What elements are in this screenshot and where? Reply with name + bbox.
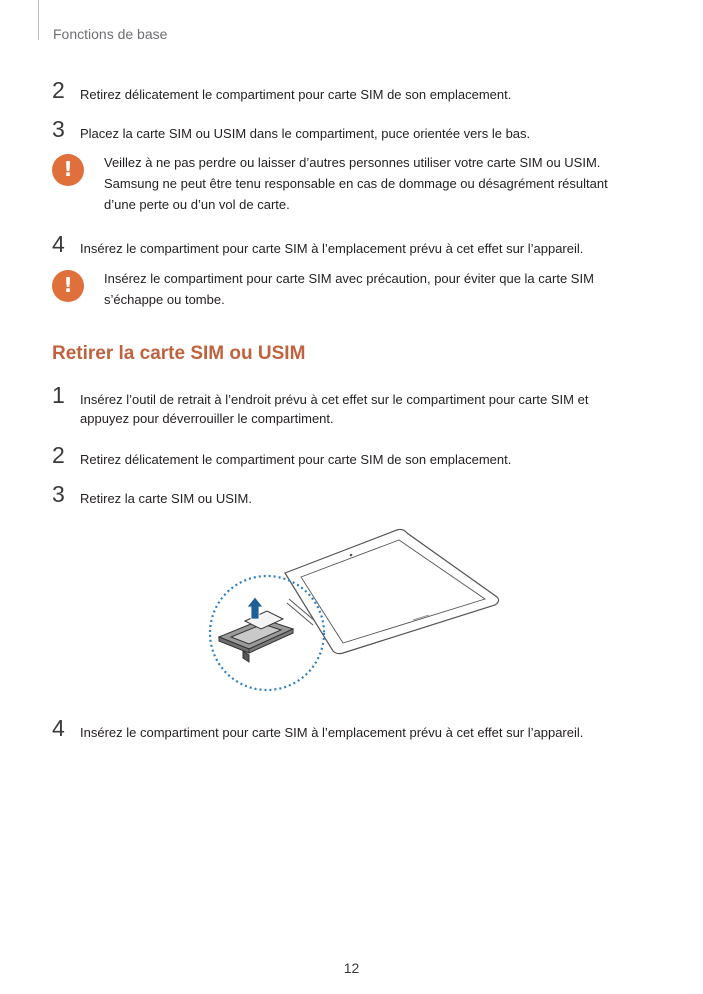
step-text: Insérez le compartiment pour carte SIM à l’emplacement prévu à cet effet sur l’appareil. [80, 241, 584, 256]
step-text: Retirez délicatement le compartiment pour carte SIM de son emplacement. [80, 87, 512, 102]
step-number: 4 [52, 231, 65, 257]
step-text: Insérez l’outil de retrait à l’endroit prévu à cet effet sur le compartiment pour carte SIM et appuyez pour déverrouiller le compartiment. [80, 392, 589, 426]
step-text: Retirez la carte SIM ou USIM. [80, 491, 252, 506]
warning-icon: ! [52, 270, 84, 302]
step-number: 1 [52, 382, 65, 408]
step-text: Insérez le compartiment pour carte SIM à l’emplacement prévu à cet effet sur l’appareil. [80, 725, 584, 740]
header-rule [38, 0, 39, 40]
section-heading: Retirer la carte SIM ou USIM [52, 343, 306, 364]
step-number: 3 [52, 481, 65, 507]
step-number: 2 [52, 442, 65, 468]
step-number: 2 [52, 77, 65, 103]
sim-tray-removal-illustration [205, 525, 505, 695]
note-text: Insérez le compartiment pour carte SIM avec précaution, pour éviter que la carte SIM s’échappe ou tombe. [104, 271, 594, 307]
step-number: 4 [52, 715, 65, 741]
tablet-outline [285, 529, 499, 653]
note-text: Veillez à ne pas perdre ou laisser d’autres personnes utiliser votre carte SIM ou USIM. Samsung ne peut être tenu responsable en cas de dommage ou désagrément résultant d’une perte ou d’un vol de carte. [104, 155, 608, 212]
step-number: 3 [52, 116, 65, 142]
warning-icon: ! [52, 154, 84, 186]
running-header: Fonctions de base [53, 26, 168, 42]
page-number: 12 [343, 960, 360, 976]
step-text: Placez la carte SIM ou USIM dans le compartiment, puce orientée vers le bas. [80, 126, 531, 141]
step-text: Retirez délicatement le compartiment pour carte SIM de son emplacement. [80, 452, 512, 467]
